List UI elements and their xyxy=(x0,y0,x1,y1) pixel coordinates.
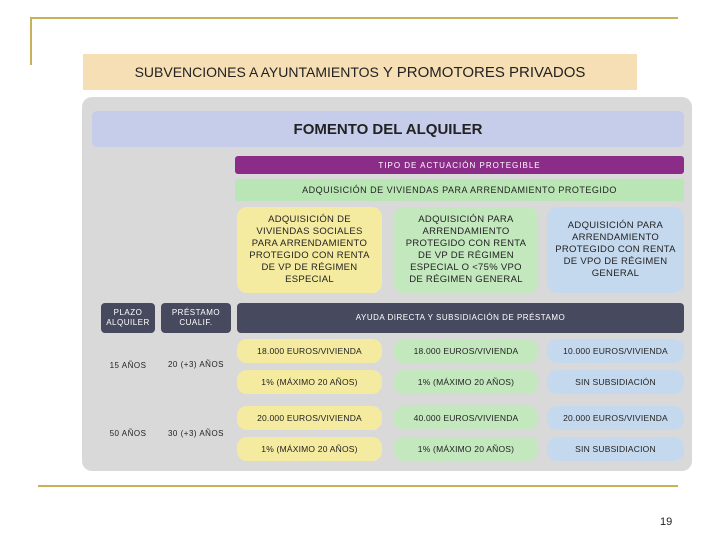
slide-title xyxy=(83,54,637,90)
row2-ayuda-mixed: 40.000 EUROS/VIVIENDA xyxy=(394,406,538,430)
header-ayuda: AYUDA DIRECTA Y SUBSIDIACIÓN DE PRÉSTAMO xyxy=(237,303,684,333)
row2-prestamo: 30 (+3) AÑOS xyxy=(167,429,225,438)
frame-left-line xyxy=(30,17,32,65)
action-type-bar: TIPO DE ACTUACIÓN PROTEGIBLE xyxy=(235,156,684,174)
row1-prestamo: 20 (+3) AÑOS xyxy=(167,360,225,369)
row2-subsidiacion-general: SIN SUBSIDIACION xyxy=(547,437,684,461)
header-plazo: PLAZO ALQUILER xyxy=(101,303,155,333)
row1-ayuda-mixed: 18.000 EUROS/VIVIENDA xyxy=(394,339,538,363)
row1-ayuda-special: 18.000 EUROS/VIVIENDA xyxy=(237,339,382,363)
row1-subsidiacion-special: 1% (MÁXIMO 20 AÑOS) xyxy=(237,370,382,394)
row2-ayuda-special: 20.000 EUROS/VIVIENDA xyxy=(237,406,382,430)
row1-plazo: 15 AÑOS xyxy=(109,361,147,370)
row1-ayuda-general: 10.000 EUROS/VIVIENDA xyxy=(547,339,684,363)
acquisition-bar: ADQUISICIÓN DE VIVIENDAS PARA ARRENDAMIENTO PROTEGIDO xyxy=(235,179,684,201)
frame-top-line xyxy=(30,17,678,19)
main-header: FOMENTO DEL ALQUILER xyxy=(92,111,684,147)
row2-subsidiacion-special: 1% (MÁXIMO 20 AÑOS) xyxy=(237,437,382,461)
page-number: 19 xyxy=(660,516,673,528)
row1-subsidiacion-mixed: 1% (MÁXIMO 20 AÑOS) xyxy=(394,370,538,394)
row1-subsidiacion-general: SIN SUBSIDIACIÓN xyxy=(547,370,684,394)
row2-ayuda-general: 20.000 EUROS/VIVIENDA xyxy=(547,406,684,430)
type-card-special: ADQUISICIÓN DE VIVIENDAS SOCIALES PARA ARRENDAMIENTO PROTEGIDO CON RENTA DE VP DE RÉGIMEN ESPECIAL xyxy=(237,207,382,293)
header-prestamo: PRÉSTAMO CUALIF. xyxy=(161,303,231,333)
row2-subsidiacion-mixed: 1% (MÁXIMO 20 AÑOS) xyxy=(394,437,538,461)
row2-plazo: 50 AÑOS xyxy=(109,429,147,438)
slide-title-part1: SUBVENCIONES A AYUNTAMIENTOS xyxy=(134,64,379,80)
slide-title-part2: Y PROMOTORES PRIVADOS xyxy=(382,63,586,81)
type-card-mixed: ADQUISICIÓN PARA ARRENDAMIENTO PROTEGIDO CON RENTA DE VP DE RÉGIMEN ESPECIAL O <75% VPO DE RÉGIMEN GENERAL xyxy=(394,207,538,293)
type-card-general: ADQUISICIÓN PARA ARRENDAMIENTO PROTEGIDO CON RENTA DE VPO DE RÉGIMEN GENERAL xyxy=(547,207,684,293)
frame-bottom-line xyxy=(38,485,678,487)
